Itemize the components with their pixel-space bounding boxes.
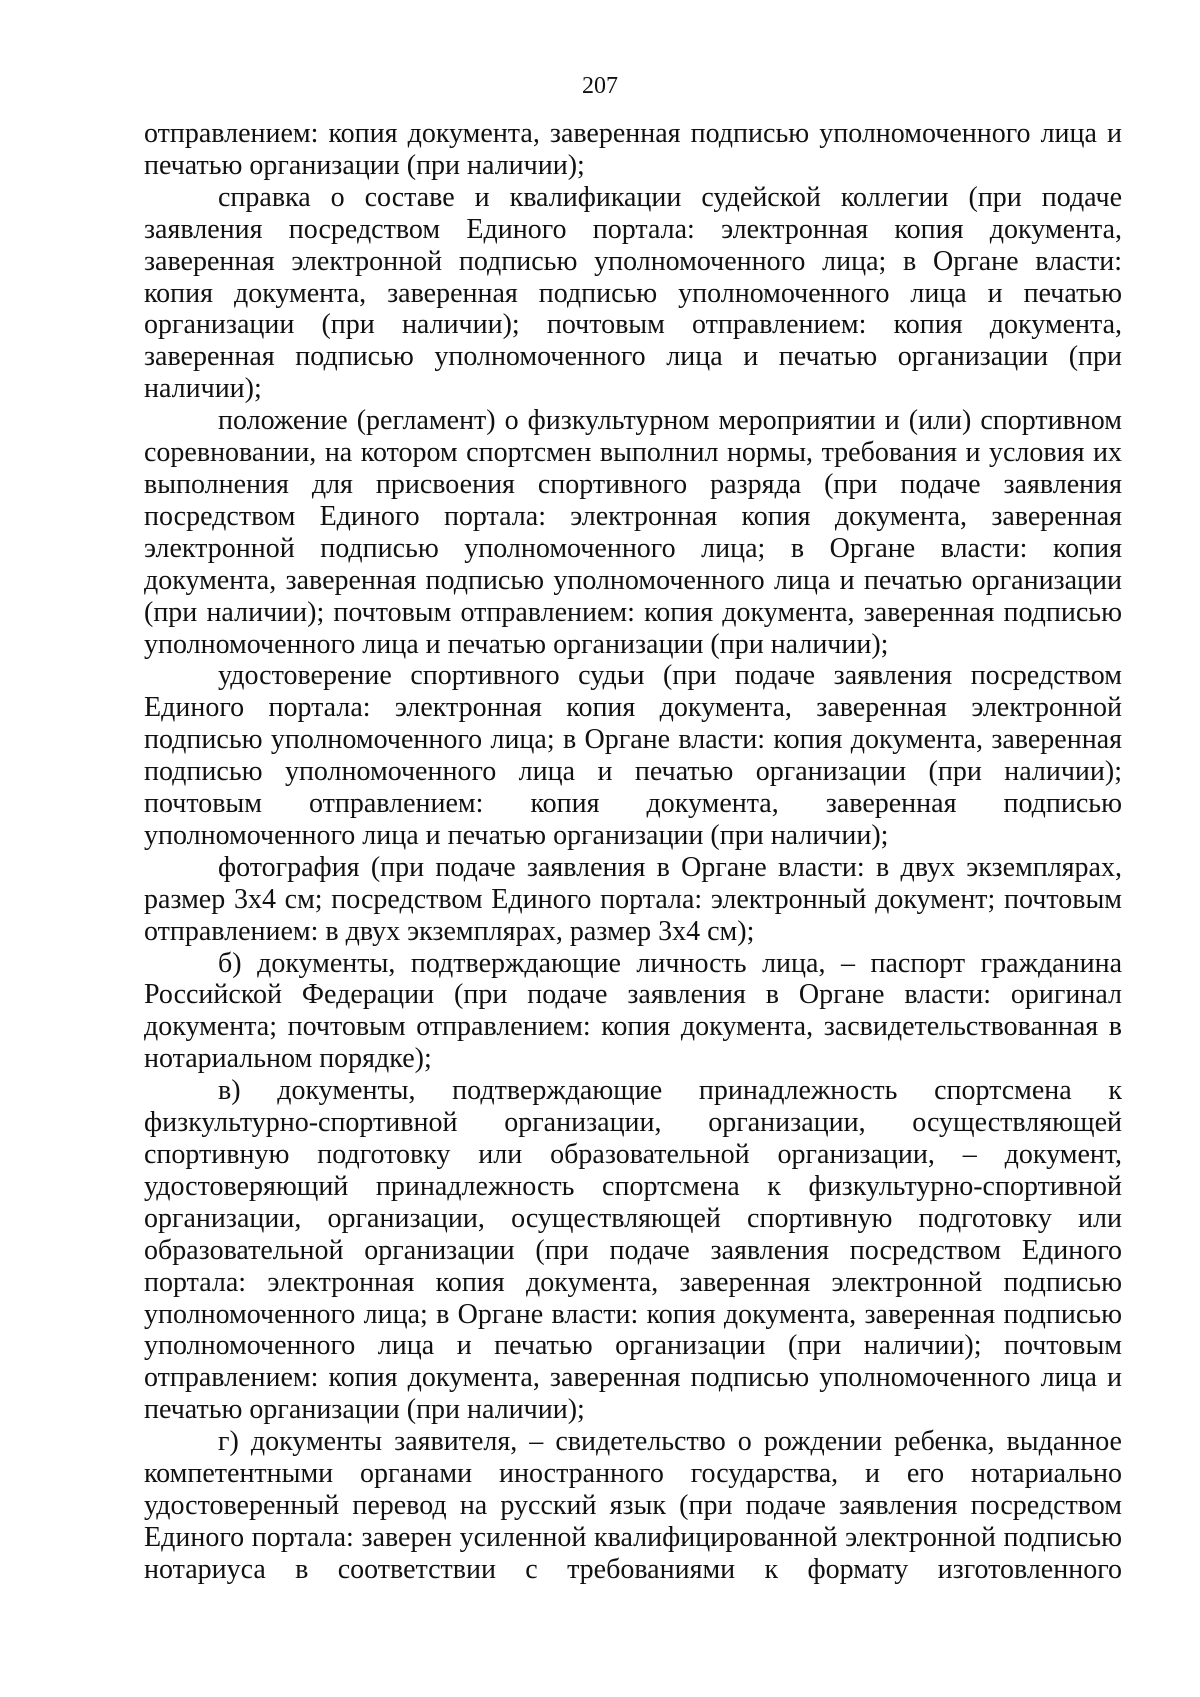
paragraph-judges-panel-certificate: справка о составе и квалификации судейской коллегии (при подаче заявления посредством Единого портала: электронная копия документа, заверенная электронной подписью уполномоченного лица; в Органе власти: копия документа, заверенная подписью уполномоченного лица и печатью организации (при наличии); почтовым отправлением: копия документа, заверенная подписью уполномоченного лица и печатью организации (при наличии); bbox=[144, 181, 1122, 405]
page-number: 207 bbox=[582, 73, 618, 99]
document-body bbox=[144, 118, 1122, 1586]
paragraph-photograph: фотография (при подаче заявления в Органе власти: в двух экземплярах, размер 3x4 см; посредством Единого портала: электронный документ; почтовым отправлением: в двух экземплярах, размер 3x4 см); bbox=[144, 851, 1122, 947]
paragraph-applicant-documents: г) документы заявителя, – свидетельство о рождении ребенка, выданное компетентными органами иностранного государства, и его нотариально удостоверенный перевод на русский язык (при подаче заявления посредством Единого портала: заверен усиленной квалифицированной электронной подписью нотариуса в соответствии с требованиями к формату изготовленного bbox=[144, 1426, 1122, 1585]
paragraph-identity-documents: б) документы, подтверждающие личность лица, – паспорт гражданина Российской Федерации (при подаче заявления в Органе власти: оригинал документа; почтовым отправлением: копия документа, засвидетельствованная в нотариальном порядке); bbox=[144, 947, 1122, 1075]
paragraph-membership-documents: в) документы, подтверждающие принадлежность спортсмена к физкультурно-спортивной организации, организации, осуществляющей спортивную подготовку или образовательной организации, – документ, удостоверяющий принадлежность спортсмена к физкультурно-спортивной организации, организации, осуществляющей спортивную подготовку или образовательной организации (при подаче заявления посредством Единого портала: электронная копия документа, заверенная электронной подписью уполномоченного лица; в Органе власти: копия документа, заверенная подписью уполномоченного лица и печатью организации (при наличии); почтовым отправлением: копия документа, заверенная подписью уполномоченного лица и печатью организации (при наличии); bbox=[144, 1075, 1122, 1426]
paragraph-referee-certificate: удостоверение спортивного судьи (при подаче заявления посредством Единого портала: электронная копия документа, заверенная электронной подписью уполномоченного лица; в Органе власти: копия документа, заверенная подписью уполномоченного лица и печатью организации (при наличии); почтовым отправлением: копия документа, заверенная подписью уполномоченного лица и печатью организации (при наличии); bbox=[144, 660, 1122, 851]
paragraph-continuation: отправлением: копия документа, заверенная подписью уполномоченного лица и печатью организации (при наличии); bbox=[144, 118, 1122, 181]
paragraph-competition-regulations: положение (регламент) о физкультурном мероприятии и (или) спортивном соревновании, на котором спортсмен выполнил нормы, требования и условия их выполнения для присвоения спортивного разряда (при подаче заявления посредством Единого портала: электронная копия документа, заверенная электронной подписью уполномоченного лица; в Органе власти: копия документа, заверенная подписью уполномоченного лица и печатью организации (при наличии); почтовым отправлением: копия документа, заверенная подписью уполномоченного лица и печатью организации (при наличии); bbox=[144, 405, 1122, 660]
